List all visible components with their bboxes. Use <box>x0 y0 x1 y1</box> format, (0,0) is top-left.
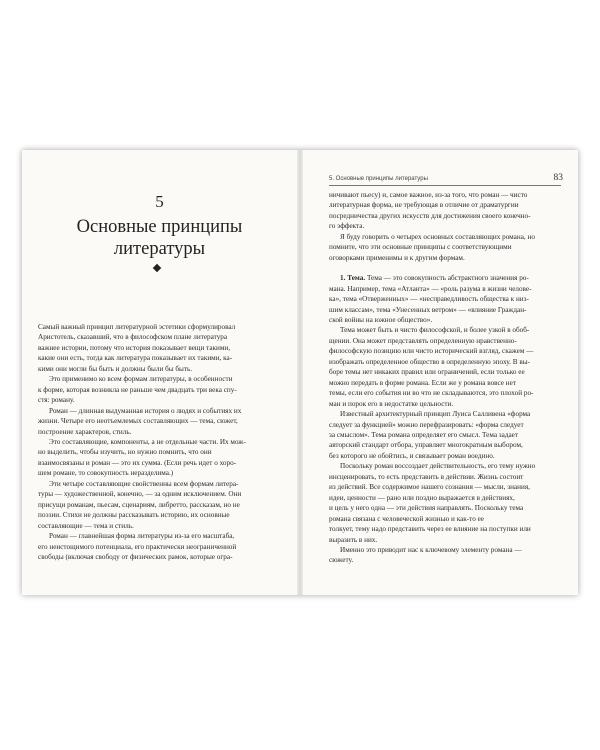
text-line: следует за функцией» можно перефразировать: «форма следует <box>329 420 524 429</box>
text-line: туры — художественной, конечно, — за одним исключением. Они <box>38 490 242 499</box>
text-line: Роман — длинная выдуманная история о людях и событиях их <box>49 406 242 415</box>
chapter-title <box>22 216 297 260</box>
text-line: философскую позицию или чисто исторический взгляд, скажем — <box>329 347 534 356</box>
text-line: кими они могли бы быть и должны были бы быть. <box>38 364 193 373</box>
text-line: боре темы нет никаких правил или ограничений, если только ее <box>329 368 525 377</box>
text-line: Тема может быть и чисто философской, и более узкой в обоб- <box>340 326 530 335</box>
text-line: помните, что эти основные принципы с соответствующими <box>329 243 512 252</box>
text-line: оговорками применимы и к другим формам. <box>329 253 465 262</box>
text-line: мана. Например, тема «Атланта» — «роль разума в жизни челове- <box>329 284 532 293</box>
text-line: идеи, ценности — рано или поздно выражается в действиях, <box>329 493 515 502</box>
text-line: Это применимо ко всем формам литературы, в особенности <box>49 375 233 384</box>
paragraph-gap <box>329 263 561 273</box>
text-line: взаимосвязаны и роман — это их сумма. (Если речь идет о хоро- <box>38 458 237 467</box>
text-line <box>329 273 561 283</box>
text-line: авторский стандарт отбора, управляет многократным выбором, <box>329 441 523 450</box>
text-line: поэзии. Стихи не должны рассказывать историю, их основные <box>38 511 230 520</box>
text-line: изображать определенное общество в определенную эпоху. В вы- <box>329 357 530 366</box>
text-line: важнее истории, потому что история показывает вещи такими, <box>38 343 231 352</box>
text-line: стя: роману. <box>38 396 75 405</box>
chapter-title-line: литературы <box>113 239 206 259</box>
text-line: и цель у него одна — эти действия направлять. Поскольку тема <box>329 504 524 513</box>
text-line: Известный архитектурный принцип Луиса Салливена «форма <box>340 410 531 419</box>
section-heading: 1. Тема. <box>340 274 366 283</box>
text-line: Самый важный принцип литературной эстетики сформулировал <box>38 323 236 331</box>
text-line: без которого не обойтись, и связывает роман воедино. <box>329 451 495 460</box>
chapter-title-line: Основные принципы <box>76 217 243 237</box>
text-line: Эти четыре составляющие свойственны всем формам литера- <box>49 479 239 488</box>
text-line: ка», тема «Отверженных» — «несправедливость общества к низ- <box>329 295 529 304</box>
section-first-line: Тема — это совокупность абстрактного значения ро- <box>366 274 529 283</box>
text-line: Это составляющие, компоненты, а не отдельные части. Их мож- <box>49 437 246 446</box>
text-line: темы, если его события ни во что не складываются, это плохой ро- <box>329 389 534 398</box>
book-spread <box>22 150 578 595</box>
text-line: Аристотель, сказавший, что в философском плане литература <box>38 333 228 342</box>
text-line: сюжету. <box>329 556 354 565</box>
text-line: его неистощимого потенциала, его практически неограниченной <box>38 542 237 551</box>
text-line: шем романе, то совокупность неразделима.) <box>38 469 174 478</box>
text-line: но выделить, чтобы изучить, но нужно помнить, что они <box>38 448 212 457</box>
text-line: ман и порок его в недостатке цельности. <box>329 399 454 408</box>
text-line: ской войны на южное общество». <box>329 315 433 324</box>
text-line: можно передать в форме романа. Если же у романа вовсе нет <box>329 378 516 387</box>
right-page <box>303 150 578 595</box>
text-line: го эффекта. <box>329 222 365 231</box>
text-line: романа связана с человеческой жизнью и как-то ее <box>329 514 484 523</box>
text-line: литературная форма, не требующая в отличие от драматургии <box>329 201 519 210</box>
text-line: свободы (включая свободу от физических рамок, которые огра- <box>38 552 233 561</box>
text-line: Поскольку роман воссоздает действительность, его тему нужно <box>340 462 536 471</box>
page-number: 83 <box>553 173 563 183</box>
header-rule <box>329 185 561 186</box>
text-line: к форме, которая возникла не раньше чем двадцать три века спу- <box>38 385 237 394</box>
text-line: выразить в них. <box>329 535 378 544</box>
text-line: из действий. Все содержимое нашего сознания — мысли, знания, <box>329 483 530 492</box>
left-page <box>22 150 297 595</box>
running-head: 5. Основные принципы литературы <box>329 176 428 182</box>
left-body-text <box>38 322 283 562</box>
text-line: шим классам», тема «Унесенных ветром» — «влияние Граждан- <box>329 305 527 314</box>
text-line: посредничества других искусств для достижения своего конечно- <box>329 211 531 220</box>
text-line: инсценировать, то есть представить в действии. Жизнь состоит <box>329 472 524 481</box>
text-line: за смыслом». Тема романа определяет его смысл. Тема задает <box>329 430 519 439</box>
ornament-diamond-icon <box>153 264 161 272</box>
text-line: построение характеров, стиль. <box>38 427 132 436</box>
text-line: толкует, тему надо представить через ее влияние на поступки или <box>329 525 531 534</box>
text-line: жизни. Четыре его неотъемлемых составляющих — тема, сюжет, <box>38 417 238 426</box>
text-line: ничивают пьесу) и, самое важное, из-за того, что роман — чисто <box>329 191 528 199</box>
text-line: присущи романам, пьесам, сценариям, либретто, рассказам, но не <box>38 500 240 509</box>
text-line: Именно это приводит нас к ключевому элементу романа — <box>340 545 522 554</box>
text-line: Я буду говорить о четырех основных составляющих романа, но <box>340 232 535 241</box>
text-line: Роман — главнейшая форма литературы из-за его масштаба, <box>49 532 235 541</box>
text-line: какие они есть, тогда как литература показывает их такими, ка- <box>38 354 233 363</box>
text-line: щении. Она может представлять определенную нравственно- <box>329 336 517 345</box>
text-line: составляющие — тема и стиль. <box>38 521 134 530</box>
chapter-number: 5 <box>155 192 164 211</box>
right-body-text <box>329 190 561 566</box>
